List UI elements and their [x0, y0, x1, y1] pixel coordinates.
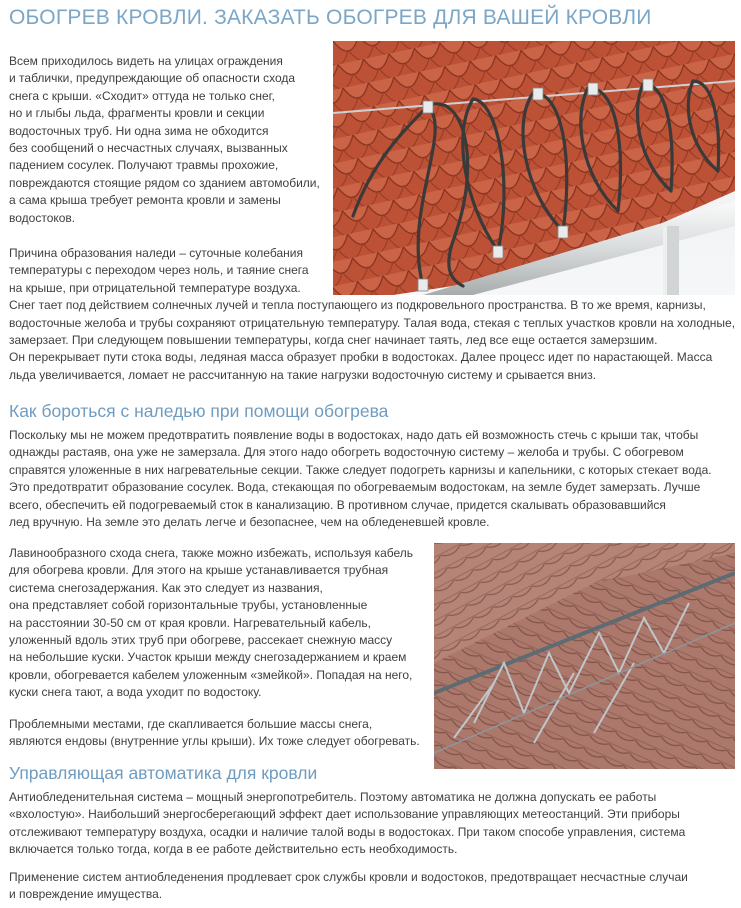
- icing-line: справятся уложенные в них нагревательные секции. Также следует подогреть карнизы и капельники, с которых стекает вода.: [9, 462, 712, 477]
- valleys-paragraph: [9, 716, 420, 751]
- cause-line: льда увеличивается, ломает не рассчитанную на такие нагрузки водосточную систему и срывается вниз.: [9, 367, 597, 382]
- intro-paragraph: [9, 53, 320, 227]
- icing-line: всего, обеспечить ей подогреваемый сток в канализацию. В противном случае, придется скалывать образовавшийся: [9, 497, 666, 512]
- automation-paragraph: [9, 789, 685, 859]
- cause-line: температуры с переходом через ноль, и таяние снега: [9, 263, 309, 278]
- automation-line: включается только тогда, когда в ее работе действительно есть необходимость.: [9, 842, 458, 857]
- intro-line: водостоков.: [9, 210, 76, 225]
- avalanche-line: уложенный вдоль этих труб при обогреве, рассекает снежную массу: [9, 633, 393, 648]
- cause-line: замерзает. При следующем повышении температуры, когда снег начинает таять, лед все еще остается замерзшим.: [9, 333, 658, 348]
- cause-line: Он перекрывает пути стока воды, ледяная масса образует пробки в водостоках. Далее процесс идет по нарастающей. Масса: [9, 350, 713, 365]
- icing-line: Поскольку мы не можем предотвратить появление воды в водостоках, надо дать ей возможность стечь с крыши так, чтобы: [9, 428, 699, 442]
- avalanche-paragraph: [9, 545, 413, 702]
- closing-line: Применение систем антиобледенения продлевает срок службы кровли и водостоков, предотвращает несчастные случаи: [9, 870, 688, 884]
- intro-line: но и глыбы льда, фрагменты кровли и секции: [9, 106, 265, 121]
- icing-line: Это предотвратит образование сосулек. Вода, стекающая по обогреваемым водостокам, на земле будет замерзать. Лучше: [9, 480, 701, 495]
- avalanche-line: для обогрева кровли. Для этого на крыше устанавливается трубная: [9, 563, 389, 578]
- page-title: ОБОГРЕВ КРОВЛИ. ЗАКАЗАТЬ ОБОГРЕВ ДЛЯ ВАШЕЙ КРОВЛИ: [9, 6, 652, 29]
- intro-line: а сама крыша требует ремонта кровли и замены: [9, 193, 281, 208]
- avalanche-line: кровли, обогревается кабелем уложенным «змейкой». Попадая на него,: [9, 667, 413, 682]
- intro-line: без сообщений о несчастных случаях, вызванных: [9, 141, 288, 156]
- automation-line: «вхолостую». Наибольший энергосберегающий эффект дает использование управляющих метеостанций. Эти приборы: [9, 807, 680, 822]
- closing-paragraph: [9, 869, 688, 904]
- automation-line: отслеживают температуру воздуха, осадки и наличие талой воды в водостоках. При таком способе управления, система: [9, 824, 686, 839]
- cause-line: Причина образования наледи – суточные колебания: [9, 246, 303, 260]
- closing-line: и повреждение имущества.: [9, 887, 163, 902]
- valleys-line: являются ендовы (внутренние углы крыши). Их тоже следует обогревать.: [9, 734, 420, 749]
- roof-heating-cable-photo: [333, 41, 735, 295]
- cause-line: Снег тает под действием солнечных лучей и тепла поступающего из подкровельного пространства. В то же время, карнизы,: [9, 298, 706, 313]
- section-heading-icing: Как бороться с наледью при помощи обогрева: [9, 401, 389, 421]
- avalanche-line: система снегозадержания. Как это следует из названия,: [9, 580, 323, 595]
- automation-line: Антиобледенительная система – мощный энергопотребитель. Поэтому автоматика не должна допускать ее работы: [9, 790, 657, 804]
- icing-line: однажды растаяв, она уже не замерзала. Для этого надо обогреть водосточную систему – желоба и трубы. С обогревом: [9, 445, 684, 460]
- intro-line: и таблички, предупреждающие об опасности схода: [9, 71, 296, 86]
- avalanche-line: она представляет собой горизонтальные трубы, установленные: [9, 598, 368, 613]
- avalanche-line: Лавинообразного схода снега, также можно избежать, используя кабель: [9, 546, 414, 560]
- avalanche-line: на небольшие куски. Участок крыши между снегозадержанием и краем: [9, 650, 407, 665]
- cause-line: на крыше, при отрицательной температуре воздуха.: [9, 280, 301, 295]
- icing-line: лед вручную. На земле это делать легче и безопаснее, чем на обледеневшей кровле.: [9, 515, 490, 530]
- intro-line: снега с крыши. «Сходит» оттуда не только снег,: [9, 88, 275, 103]
- roof-valley-photo: [434, 543, 735, 769]
- avalanche-line: на расстоянии 30-50 см от края кровли. Нагревательный кабель,: [9, 615, 371, 630]
- valley-photo-svg: [434, 543, 735, 769]
- intro-line: падением сосулек. Получают травмы прохожие,: [9, 158, 279, 173]
- section-heading-automation: Управляющая автоматика для кровли: [9, 763, 318, 783]
- icing-paragraph: [9, 427, 712, 531]
- valleys-line: Проблемными местами, где скапливается большие массы снега,: [9, 717, 373, 731]
- intro-line: Всем приходилось видеть на улицах ограждения: [9, 54, 283, 68]
- intro-line: повреждаются стоящие рядом со зданием автомобили,: [9, 175, 320, 190]
- avalanche-line: куски снега тают, а вода уходит по водостоку.: [9, 685, 262, 700]
- intro-line: водосточных труб. Ни одна зима не обходится: [9, 123, 269, 138]
- cause-line: водосточные желоба и трубы сохраняют отрицательную температуру. Талая вода, стекая с теплых участков кровли на холодные,: [9, 315, 736, 330]
- roof-photo-svg: [333, 41, 735, 295]
